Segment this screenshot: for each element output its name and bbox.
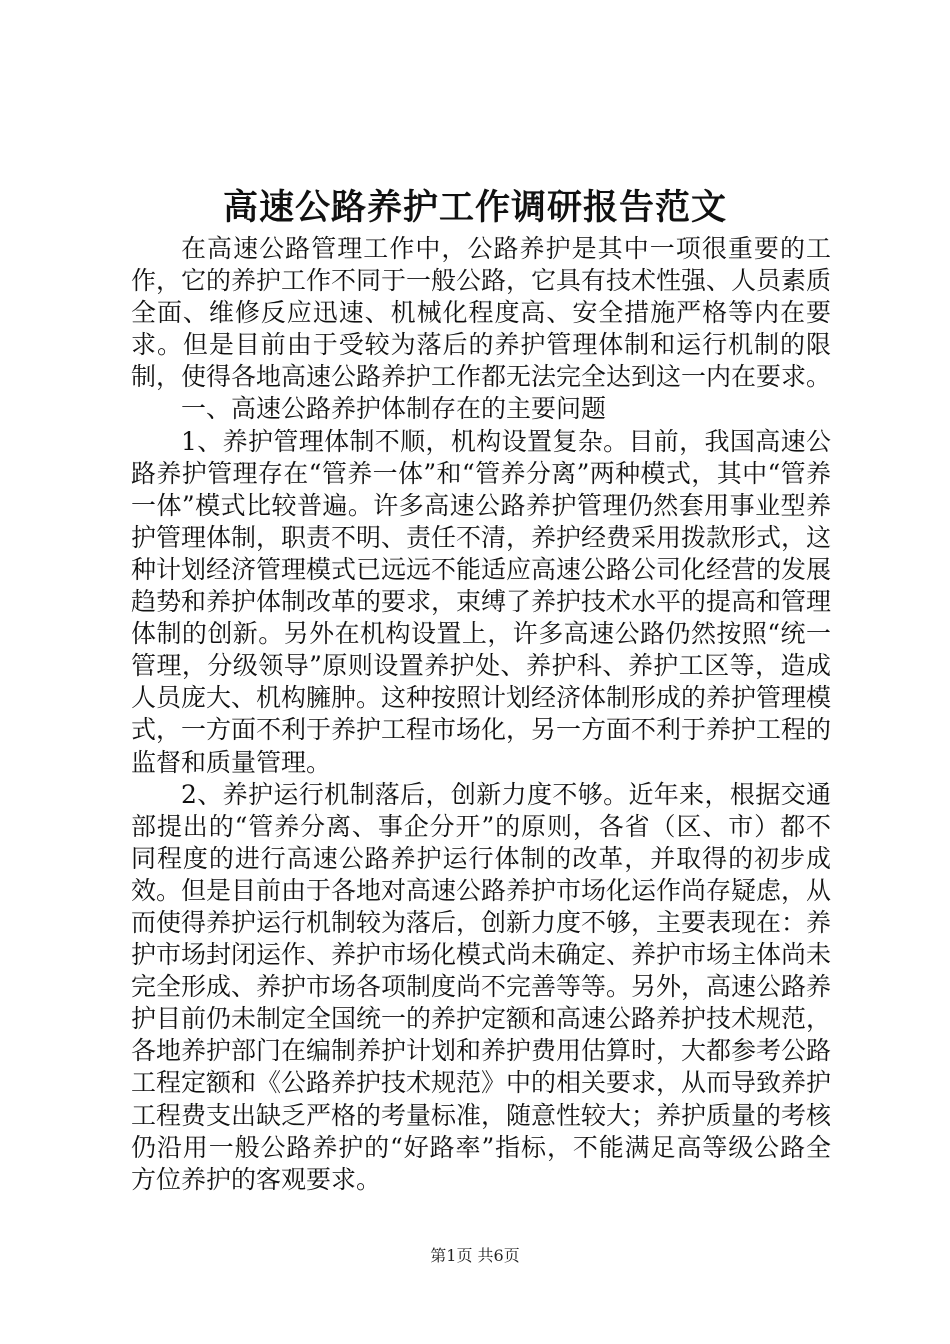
- page-footer: 第1页 共6页: [430, 1246, 520, 1265]
- paragraph-item-1: 1、养护管理体制不顺，机构设置复杂。目前，我国高速公路养护管理存在“管养一体”和“管养分离”两种模式，其中“管养一体”模式比较普遍。许多高速公路养护管理仍然套用事业型养护管理体制，职责不明、责任不清，养护经费采用拨款形式，这种计划经济管理模式已远远不能适应高速公路公司化经营的发展趋势和养护体制改革的要求，束缚了养护技术水平的提高和管理体制的创新。另外在机构设置上，许多高速公路仍然按照“统一管理，分级领导”原则设置养护处、养护科、养护工区等，造成人员庞大、机构臃肿。这种按照计划经济体制形成的养护管理模式，一方面不利于养护工程市场化，另一方面不利于养护工程的监督和质量管理。: [131, 426, 832, 777]
- section-heading: 一、高速公路养护体制存在的主要问题: [181, 394, 607, 424]
- document-title: 高速公路养护工作调研报告范文: [222, 187, 727, 228]
- document-body: [131, 233, 831, 1196]
- paragraph-item-2: 2、养护运行机制落后，创新力度不够。近年来，根据交通部提出的“管养分离、事企分开”的原则，各省（区、市）都不同程度的进行高速公路养护运行体制的改革，并取得的初步成效。但是目前由于各地对高速公路养护市场化运作尚存疑虑，从而使得养护运行机制较为落后，创新力度不够，主要表现在：养护市场封闭运作、养护市场化模式尚未确定、养护市场主体尚未完全形成、养护市场各项制度尚不完善等等。另外，高速公路养护目前仍未制定全国统一的养护定额和高速公路养护技术规范，各地养护部门在编制养护计划和养护费用估算时，大都参考公路工程定额和《公路养护技术规范》中的相关要求，从而导致养护工程费支出缺乏严格的考量标准，随意性较大；养护质量的考核仍沿用一般公路养护的“好路率”指标，不能满足高等级公路全方位养护的客观要求。: [131, 779, 832, 1194]
- paragraph-intro: 在高速公路管理工作中，公路养护是其中一项很重要的工作，它的养护工作不同于一般公路，它具有技术性强、人员素质全面、维修反应迅速、机械化程度高、安全措施严格等内在要求。但是目前由于受较为落后的养护管理体制和运行机制的限制，使得各地高速公路养护工作都无法完全达到这一内在要求。: [131, 234, 832, 392]
